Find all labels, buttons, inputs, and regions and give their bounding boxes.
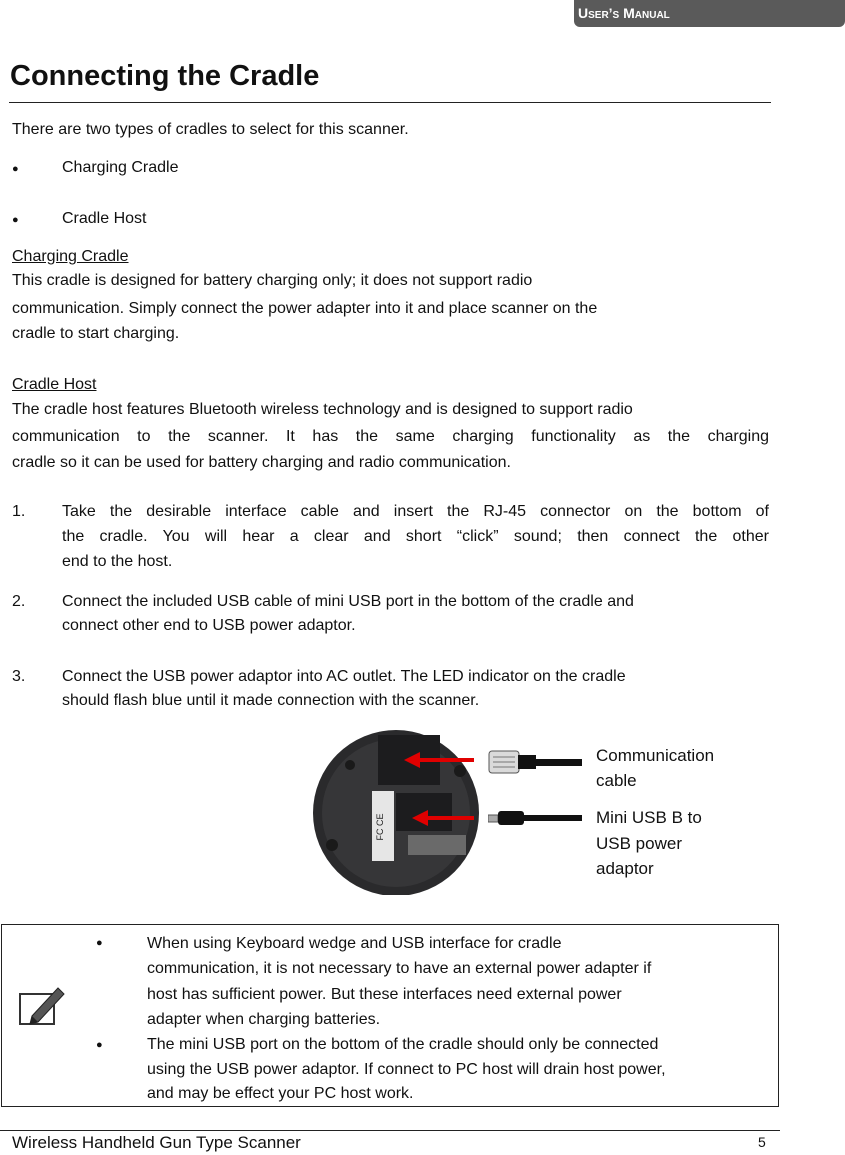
bullet-charging-cradle: ● Charging Cradle: [12, 159, 179, 176]
step-3-line-2: should flash blue until it made connection with the scanner.: [62, 692, 480, 709]
footer-product: Wireless Handheld Gun Type Scanner: [12, 1133, 301, 1152]
note-2-line-1: The mini USB port on the bottom of the cradle should only be connected: [147, 1036, 659, 1053]
step-2-line-1: Connect the included USB cable of mini USB port in the bottom of the cradle and: [62, 593, 634, 610]
note-1-line-3: host has sufficient power. But these interfaces need external power: [147, 986, 622, 1003]
note-2-line-2: using the USB power adaptor. If connect to PC host will drain host power,: [147, 1061, 666, 1078]
cradle-label-text: FC CE: [375, 813, 385, 841]
charging-cradle-line-2: communication. Simply connect the power adapter into it and place scanner on the: [12, 300, 598, 317]
cradle-bottom-illustration: [310, 727, 490, 895]
page-title: Connecting the Cradle: [10, 60, 320, 92]
arrow-cable-shaft: [418, 758, 474, 762]
step-2-line-2: connect other end to USB power adaptor.: [62, 617, 356, 634]
label-mini-usb: Mini USB B to: [596, 808, 702, 827]
label-communication: Communication: [596, 746, 715, 765]
title-rule: [9, 102, 771, 103]
header-badge: User’s Manual: [574, 0, 845, 27]
bullet-cradle-host: ● Cradle Host: [12, 210, 147, 227]
charging-cradle-line-3: cradle to start charging.: [12, 325, 180, 342]
cradle-host-heading: Cradle Host: [12, 376, 97, 393]
cradle-host-line-1: The cradle host features Bluetooth wireless technology and is designed to support radio: [12, 401, 633, 418]
note-1-line-4: adapter when charging batteries.: [147, 1011, 381, 1028]
label-usb-power: USB power: [596, 834, 682, 853]
note-1-line-2: communication, it is not necessary to have an external power adapter if: [147, 960, 652, 977]
bullet-dot-icon: ●: [12, 214, 19, 226]
bullet-dot-icon: ●: [96, 937, 103, 949]
footer-page-number: 5: [758, 1134, 766, 1150]
intro-text: There are two types of cradles to select for this scanner.: [12, 121, 409, 138]
step-2-number: 2.: [12, 593, 26, 610]
arrow-usb-head-icon: [412, 810, 428, 826]
label-cable: cable: [596, 771, 637, 790]
mini-usb-cable-icon: [488, 808, 582, 828]
step-1-line-2: the cradle. You will hear a clear and short “click” sound; then connect the other: [62, 528, 769, 545]
bullet-dot-icon: ●: [96, 1039, 103, 1051]
charging-cradle-line-1: This cradle is designed for battery charging only; it does not support radio: [12, 272, 533, 289]
arrow-usb-shaft: [426, 816, 474, 820]
rj45-cable-icon: [488, 745, 582, 779]
step-1-line-1: Take the desirable interface cable and insert the RJ-45 connector on the bottom of: [62, 503, 769, 520]
label-adaptor: adaptor: [596, 859, 654, 878]
note-bullet-2: [96, 1032, 103, 1057]
note-pencil-icon: [18, 982, 68, 1028]
note-1-line-1: When using Keyboard wedge and USB interface for cradle: [147, 935, 562, 952]
note-2-line-3: and may be effect your PC host work.: [147, 1085, 414, 1102]
step-1-line-3: end to the host.: [62, 553, 173, 570]
cradle-photo: [310, 727, 490, 895]
arrow-cable-head-icon: [404, 752, 420, 768]
step-3-line-1: Connect the USB power adaptor into AC outlet. The LED indicator on the cradle: [62, 668, 626, 685]
note-bullet-1: [96, 930, 103, 955]
charging-cradle-heading: Charging Cradle: [12, 248, 129, 265]
step-3-number: 3.: [12, 668, 26, 685]
bullet-dot-icon: ●: [12, 163, 19, 175]
step-1-number: 1.: [12, 503, 26, 520]
cradle-host-line-3: cradle so it can be used for battery charging and radio communication.: [12, 454, 511, 471]
cradle-host-line-2: communication to the scanner. It has the same charging functionality as the charging: [12, 428, 769, 445]
